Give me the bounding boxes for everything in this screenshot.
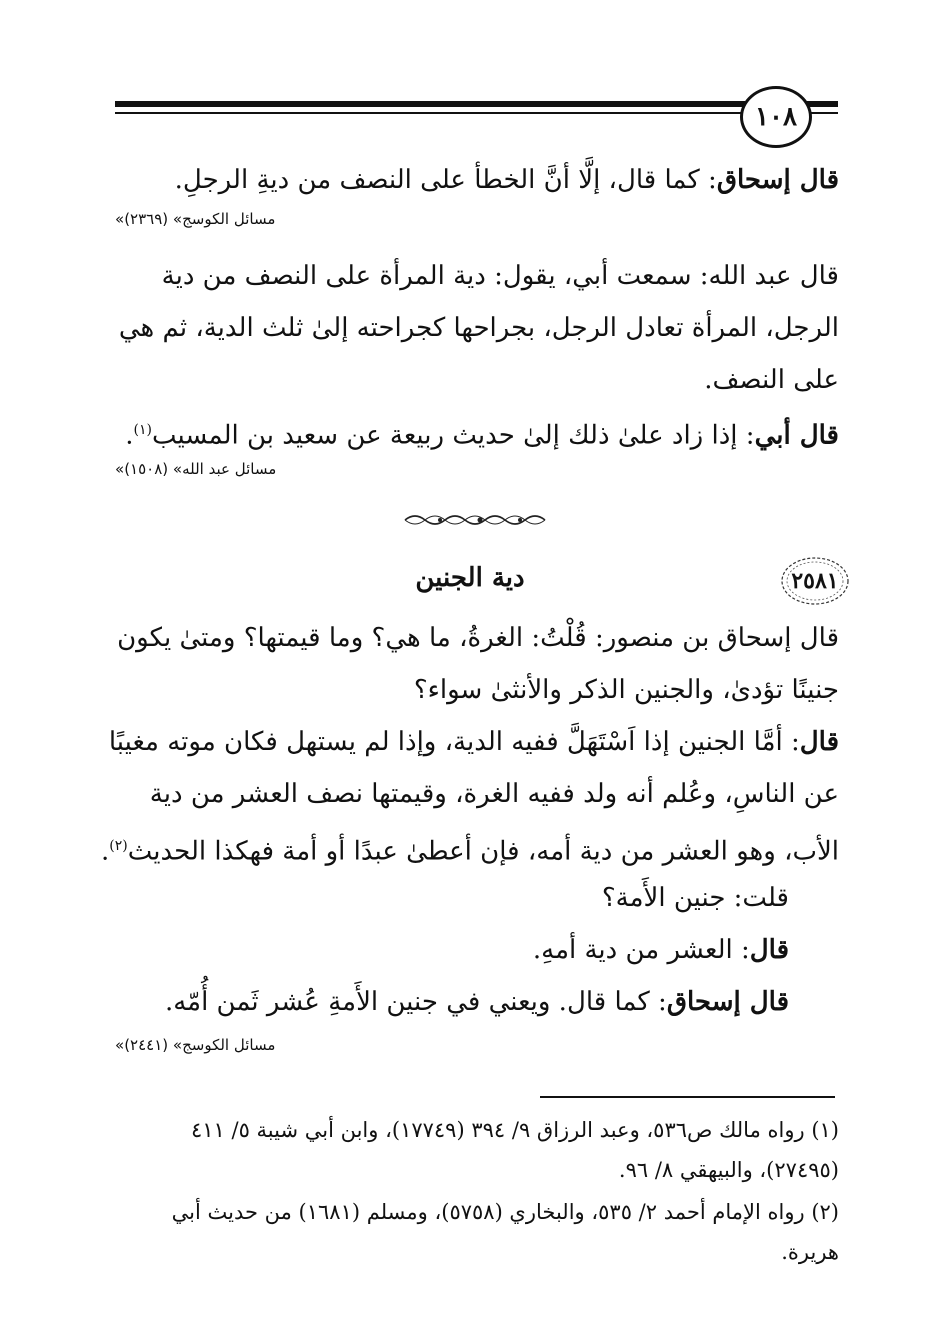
section-number-badge bbox=[780, 556, 850, 606]
footnote-text: رواه الإمام أحمد ٢/ ٥٣٥، والبخاري (٥٧٥٨)، ومسلم (١٦٨١) من حديث أبي هريرة. bbox=[171, 1200, 839, 1264]
speaker-label: قال إسحاق bbox=[666, 987, 789, 1017]
paragraph-5 bbox=[99, 716, 839, 878]
speaker-label: قال إسحاق bbox=[716, 165, 839, 195]
footnote-ref: (٢) bbox=[109, 838, 128, 854]
ornament-divider bbox=[400, 508, 560, 532]
paragraph-6: قلت: جنين الأَمة؟ bbox=[601, 883, 789, 913]
footnote-number: (٢) bbox=[811, 1200, 839, 1224]
speaker-label: قال bbox=[799, 727, 839, 757]
source-citation-1: «مسائل الكوسج» (٢٣٦٩) bbox=[115, 210, 276, 228]
paragraph-text: : أمَّا الجنين إذا اَسْتَهَلَّ ففيه الدية، وإذا لم يستهل فكان موته مغيبًا عن الناسِ، وعُلم أنه ولد ففيه الغرة، وقيمتها نصف العشر من دية الأب، وهو العشر من دية أمه، فإن أعطىٰ عبدًا أو أمة فهكذا الحديث bbox=[108, 727, 839, 867]
paragraph-text: : إذا زاد علىٰ ذلك إلىٰ حديث ربيعة عن سعيد بن المسيب bbox=[151, 420, 755, 451]
paragraph-4: قال إسحاق بن منصور: قُلْتُ: الغرةُ، ما هي؟ وما قيمتها؟ ومتىٰ يكون جنينًا تؤدىٰ، والجنين الذكر والأنثىٰ سواء؟ bbox=[117, 623, 839, 705]
page-number: ١٠٨ bbox=[740, 86, 812, 148]
paragraph-8 bbox=[99, 976, 789, 1028]
footnote-number: (١) bbox=[811, 1118, 839, 1142]
speaker-label: قال أبي bbox=[754, 420, 839, 451]
footnote-1 bbox=[109, 1110, 839, 1190]
paragraph-1 bbox=[99, 154, 839, 206]
paragraph-text: : كما قال، إلَّا أنَّ الخطأ على النصف من ديةِ الرجلِ. bbox=[174, 165, 717, 195]
paragraph-end: . bbox=[125, 420, 134, 451]
speaker-label: قال bbox=[749, 935, 789, 965]
paragraph-7 bbox=[99, 924, 789, 976]
paragraph-text: : كما قال. ويعني في جنين الأَمةِ عُشر ثَمن أُمّه. bbox=[164, 987, 667, 1017]
paragraph-text: : العشر من دية أمهِ. bbox=[532, 935, 750, 965]
source-citation-3: «مسائل الكوسج» (٢٤٤١) bbox=[115, 1036, 276, 1054]
source-citation-2: «مسائل عبد الله» (١٥٠٨) bbox=[115, 460, 277, 478]
footnote-text: رواه مالك ص٥٣٦، وعبد الرزاق ٩/ ٣٩٤ (١٧٧٤٩)، وابن أبي شيبة ٥/ ٤١١ (٢٧٤٩٥)، والبيهقي ٨/ ٩٦. bbox=[190, 1118, 839, 1182]
page-header bbox=[0, 0, 939, 150]
paragraph-3 bbox=[99, 404, 839, 462]
section-number: ٢٥٨١ bbox=[791, 568, 839, 594]
footnote-divider bbox=[540, 1096, 835, 1098]
footnote-ref: (١) bbox=[133, 422, 152, 438]
paragraph-end: . bbox=[101, 836, 110, 867]
footnote-2 bbox=[109, 1192, 839, 1272]
section-title: دية الجنين bbox=[415, 563, 525, 593]
paragraph-2: قال عبد الله: سمعت أبي، يقول: دية المرأة على النصف من دية الرجل، المرأة تعادل الرجل، بجراحها كجراحته إلىٰ ثلث الدية، ثم هي على النصف. bbox=[118, 261, 839, 395]
